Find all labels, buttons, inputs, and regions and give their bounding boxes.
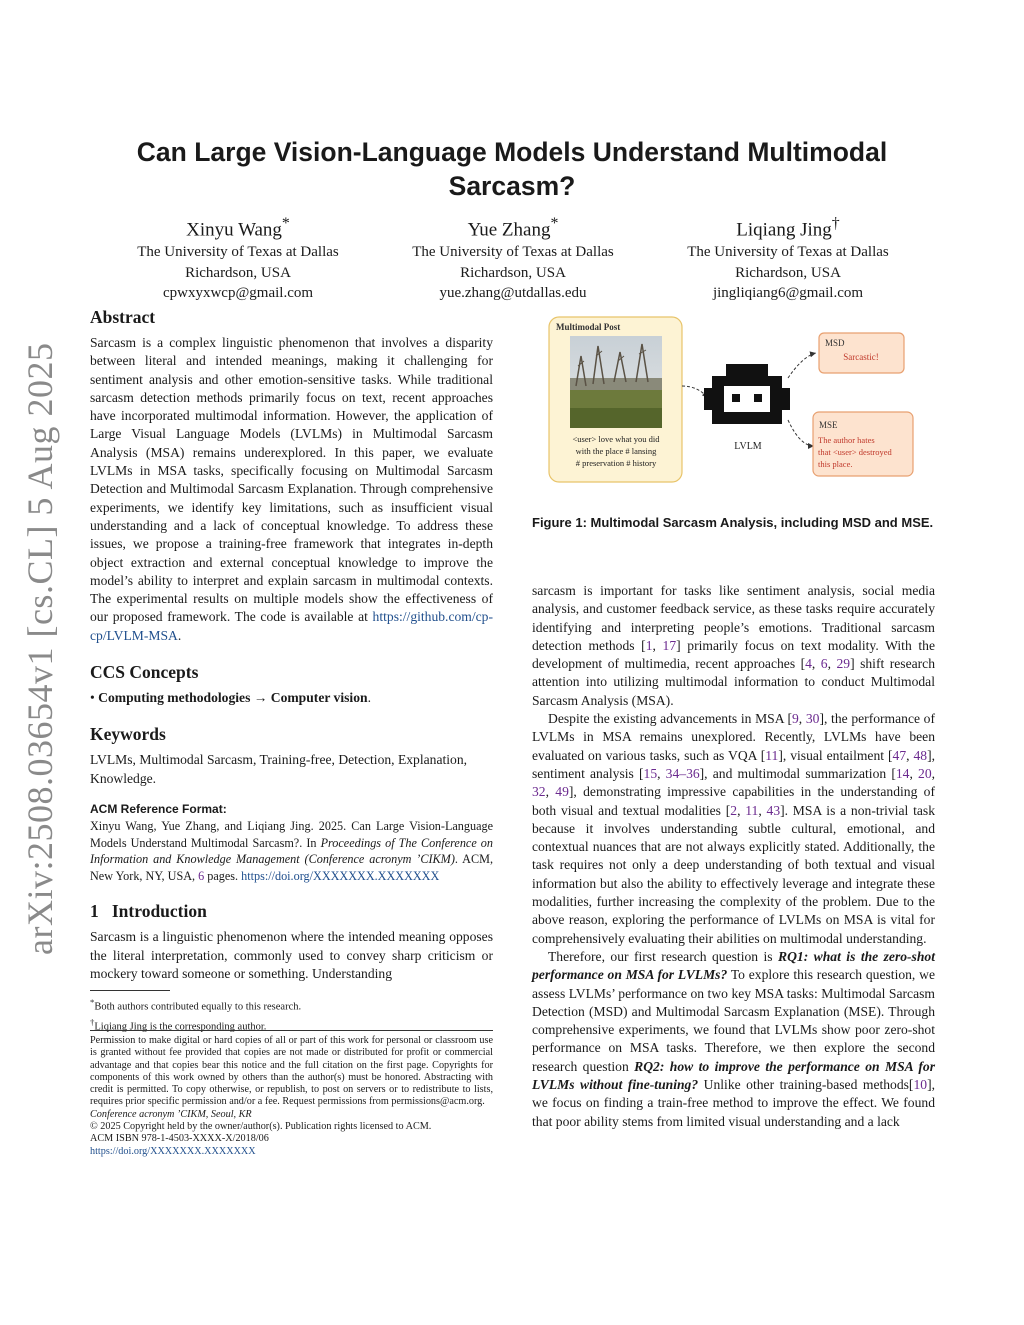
left-column — [90, 306, 493, 983]
keywords-heading: Keywords — [90, 724, 166, 745]
ccs-concepts: • Computing methodologies → Computer vision. — [90, 690, 371, 706]
author-block — [648, 212, 928, 304]
introduction-paragraph: Therefore, our first research question is RQ1: what is the zero-shot performance on MSA for LVLMs? To explore this research question, we assess LVLMs’ performance on two key MSA tasks: Multimodal Sarcasm Detection (MSD) and Multimodal Sarcasm Explanation (MSE). Through comprehensive experiments, we found that LVLMs show poor zero-shot performance on MSA tasks. Therefore, we then explore the second research question RQ2: how to improve the performance on MSA for LVLMs without fine-tuning? Unlike other training-based methods[10], we focus on finding a train-free method to improve the effect. We found that poor ability stems from limited visual understanding and a lack — [532, 948, 935, 1129]
author-email[interactable]: cpwxyxwcp@gmail.com — [162, 285, 314, 302]
post-photo — [570, 336, 662, 428]
figure-1-diagram — [548, 316, 918, 486]
author-affiliation: The University of Texas at Dallas — [687, 244, 889, 261]
arrow-lvlm-to-mse — [788, 420, 814, 446]
footnote: †Liqiang Jing is the corresponding author. — [90, 1016, 267, 1032]
author-mark: * — [550, 215, 559, 232]
arrow-lvlm-to-msd — [788, 353, 816, 378]
author-location: Richardson, USA — [735, 264, 841, 281]
footnote: *Both authors contributed equally to this research. — [90, 997, 302, 1013]
introduction-paragraph: Despite the existing advancements in MSA [9, 30], the performance of LVLMs in MSA remains unexplored. Recently, LVLMs have been evaluated on various tasks, such as VQA [11], visual entailment [47, 48], sentiment analysis [15, 34–36], and multimodal summarization [14, 20, 32, 49], demonstrating impressive capabilities in the understanding of both visual and textual modalities [2, 11, 43]. MSA is a non-trivial task because it involves understanding subtle cultural, emotional, and contextual nuances that are not always explicitly stated. Additionally, the task requires not only a deep understanding of both textual and visual information but also the ability to effectively leverage and integrate these modalities, further increasing the complexity of the problem. Due to the above reason, exploring the performance of LVLMs on MSA is vital for comprehensively evaluating their abilities on multimodal understanding. — [532, 711, 936, 946]
author-location: Richardson, USA — [460, 264, 566, 281]
author-affiliation: The University of Texas at Dallas — [137, 244, 339, 261]
author-block — [373, 212, 653, 304]
introduction-paragraph: sarcasm is important for tasks like sentiment analysis, social media analysis, and customer feedback service, as these tasks require accurately identifying and interpreting people’s emotions. Traditional sarcasm detection methods [1, 17] primarily focus on text modality. With the development of multimedia, recent approaches [4, 6, 29] shift research attention into utilizing multimodal information to conduct Multimodal Sarcasm Analysis (MSA). — [532, 583, 936, 708]
arxiv-identifier-stamp: arXiv:2508.03654v1 [cs.CL] 5 Aug 2025 — [20, 342, 60, 955]
figure-caption: Figure 1: Multimodal Sarcasm Analysis, including MSD and MSE. — [532, 515, 934, 530]
author-location: Richardson, USA — [185, 264, 291, 281]
acm-doi-link[interactable]: https://doi.org/XXXXXXX.XXXXXXX — [241, 868, 440, 883]
post-text-line: <user> love what you did — [572, 434, 660, 444]
keywords-text: LVLMs, Multimodal Sarcasm, Training-free, Detection, Explanation, Knowledge. — [90, 752, 468, 786]
introduction-heading: 1 Introduction — [90, 901, 207, 922]
robot-icon — [704, 364, 790, 424]
author-mark: * — [281, 215, 290, 232]
post-text-line: # preservation # history — [575, 458, 657, 468]
author-affiliation: The University of Texas at Dallas — [412, 244, 614, 261]
code-link[interactable]: https://github.com/cp-cp/LVLM-MSA — [90, 609, 493, 643]
right-column — [532, 582, 935, 1131]
abstract-heading: Abstract — [90, 307, 156, 327]
mse-label: MSE — [819, 420, 838, 430]
author-block — [98, 212, 378, 304]
introduction-text-left: Sarcasm is a linguistic phenomenon where the intended meaning opposes the literal interpretation, commonly used to convey sharp criticism or mockery toward someone or something. Understanding — [90, 929, 493, 981]
lvlm-label: LVLM — [734, 441, 762, 452]
permission-notice: Permission to make digital or hard copies of all or part of this work for personal or classroom use is granted without fee provided that copies are not made or distributed for profit or commercial advantage and that copies bear this notice and the full citation on the first page. Copyrights for components of this work owned by others than the author(s) must be honored. Abstracting with credit is permitted. To copy otherwise, or republish, to post on servers or to redistribute to lists, requires prior specific permission and/or a fee. Request permissions from permissions@acm.org. Conference acronym ’CIKM, Seoul, KR © 2025 Copyright held by the owner/author(s). Publication rights licensed to ACM. ACM ISBN 978-1-4503-XXXX-X/2018/06 https://doi.org/XXXXXXX.XXXXXXX — [90, 1030, 493, 1158]
acm-reference-heading: ACM Reference Format: — [90, 801, 227, 816]
author-email[interactable]: jingliqiang6@gmail.com — [712, 285, 864, 302]
abstract-text: Sarcasm is a complex linguistic phenomenon that involves a disparity between literal and intended meanings, making it challenging for sentiment analysis and other emotion-sensitive tasks. While traditional sarcasm detection methods primarily focus on text, recent approaches have incorporated multimodal information. However, the application of Large Visual Language Models (LVLMs) in Multimodal Sarcasm Analysis (MSA) remains underexplored. In this paper, we evaluate LVLMs in MSA tasks, specifically focusing on Multimodal Sarcasm Detection and Multimodal Sarcasm Explanation. Through comprehensive experiments, we identify key limitations, such as insufficient visual understanding and a lack of conceptual knowledge. To address these issues, we propose a training-free framework that integrates in-depth object extraction and external conceptual knowledge to improve the model’s ability to interpret and explain sarcasm in multimodal contexts. The experimental results on multiple models show the effectiveness of our proposed framework. The code is available at https://github.com/cp-cp/LVLM-MSA. — [90, 335, 493, 643]
post-label: Multimodal Post — [556, 322, 621, 332]
paper-title: Can Large Vision-Language Models Understand Multimodal Sarcasm? — [136, 137, 888, 201]
acm-reference-text: Xinyu Wang, Yue Zhang, and Liqiang Jing. 2025. Can Large Vision-Language Models Understand Multimodal Sarcasm?. In Proceedings of The Conference on Information and Knowledge Management (Conference acronym ’CIKM). ACM, New York, NY, USA, 6 pages. https://doi.org/XXXXXXX.XXXXXXX — [90, 819, 493, 883]
footnotes — [90, 990, 493, 1034]
permission-doi-link[interactable]: https://doi.org/XXXXXXX.XXXXXXX — [90, 1145, 256, 1157]
msd-result: Sarcastic! — [843, 352, 879, 362]
mse-text-line: that <user> destroyed — [818, 447, 892, 457]
research-question-2: RQ2: how to improve the performance on MSA for LVLMs without fine-tuning? — [532, 1058, 935, 1093]
mse-text-line: The author hates — [818, 435, 875, 445]
author-name: Yue Zhang — [467, 219, 551, 241]
ccs-heading: CCS Concepts — [90, 662, 199, 683]
msd-label: MSD — [825, 338, 845, 348]
author-email[interactable]: yue.zhang@utdallas.edu — [439, 285, 587, 302]
author-mark: † — [831, 215, 840, 232]
post-text-line: with the place # lansing — [575, 446, 657, 456]
author-name: Liqiang Jing — [736, 219, 832, 241]
research-question-1: RQ1: what is the zero-shot performance on MSA for LVLMs? — [532, 948, 935, 983]
author-name: Xinyu Wang — [186, 219, 282, 241]
mse-text-line: this place. — [818, 459, 853, 469]
